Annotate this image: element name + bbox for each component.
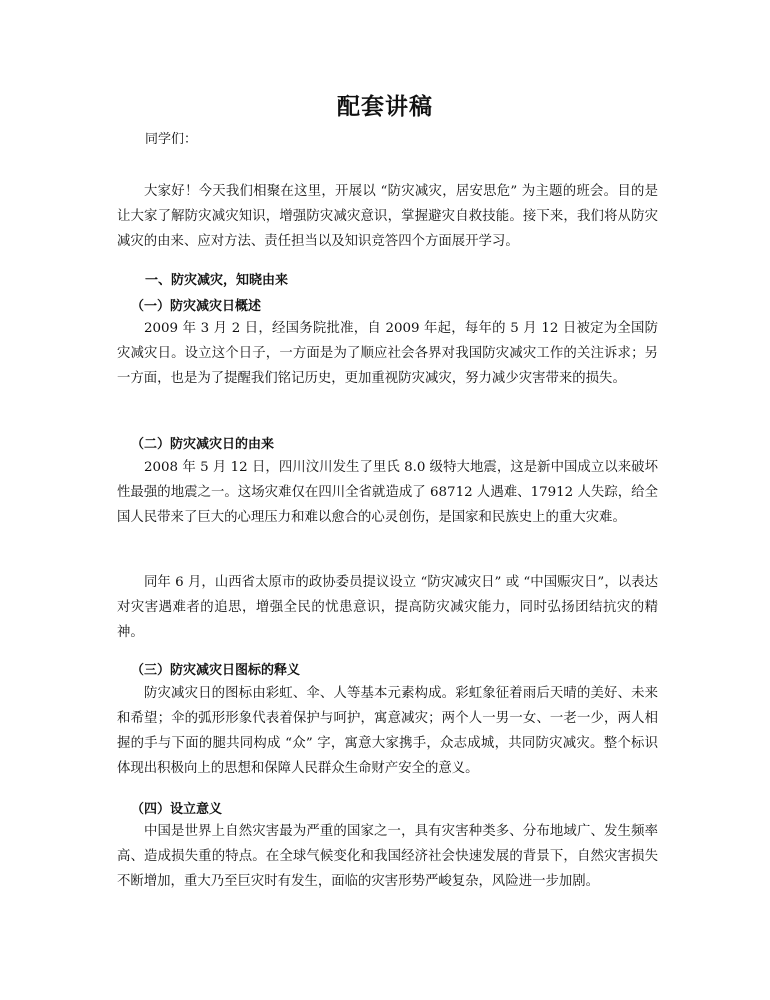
subsection-2-paragraph-2: 同年 6 月，山西省太原市的政协委员提议设立 “防灾减灾日” 或 “中国赈灾日”，以表达对灾害遇难者的追思，增强全民的忧患意识，提高防灾减灾能力，同时弘扬团结抗灾的精神。 (117, 575, 658, 640)
subsection-3-paragraph: 防灾减灾日的图标由彩虹、伞、人等基本元素构成。彩虹象征着雨后天晴的美好、未来和希望；伞的弧形形象代表着保护与呵护，寓意减灾；两个人一男一女、一老一少，两人相握的手与下面的腿共同构成 “众” 字，寓意大家携手，众志成城，共同防灾减灾。整个标识体现出积极向上的思想和保障人民群众生命财产安全的意义。 (117, 686, 658, 776)
subsection-heading-2: （二）防灾减灾日的由来 (131, 437, 275, 452)
subsection-heading-4: （四）设立意义 (131, 802, 223, 817)
subsection-2-paragraph-1: 2008 年 5 月 12 日，四川汶川发生了里氏 8.0 级特大地震，这是新中国成立以来破坏性最强的地震之一。这场灾难仅在四川全省就造成了 68712 人遇难、17912 人失踪，给全国人民带来了巨大的心理压力和难以愈合的心灵创伤，是国家和民族史上的重大灾难。 (117, 460, 658, 525)
intro-paragraph: 大家好！今天我们相聚在这里，开展以 “防灾减灾，居安思危” 为主题的班会。目的是让大家了解防灾减灾知识，增强防灾减灾意识，掌握避灾自救技能。接下来，我们将从防灾减灾的由来、应对方法、责任担当以及知识竞答四个方面展开学习。 (117, 184, 658, 249)
page-title: 配套讲稿 (337, 93, 433, 120)
salutation: 同学们： (145, 132, 198, 147)
section-heading-1: 一、防灾减灾，知晓由来 (145, 273, 289, 288)
subsection-4-paragraph: 中国是世界上自然灾害最为严重的国家之一，具有灾害种类多、分布地域广、发生频率高、造成损失重的特点。在全球气候变化和我国经济社会快速发展的背景下，自然灾害损失不断增加，重大乃至巨灾时有发生，面临的灾害形势严峻复杂，风险进一步加剧。 (117, 824, 658, 889)
subsection-1-paragraph: 2009 年 3 月 2 日，经国务院批准，自 2009 年起，每年的 5 月 12 日被定为全国防灾减灾日。设立这个日子，一方面是为了顺应社会各界对我国防灾减灾工作的关注诉求；另一方面，也是为了提醒我们铭记历史，更加重视防灾减灾，努力减少灾害带来的损失。 (117, 321, 658, 386)
subsection-heading-3: （三）防灾减灾日图标的释义 (131, 663, 301, 678)
subsection-heading-1: （一）防灾减灾日概述 (131, 299, 262, 314)
